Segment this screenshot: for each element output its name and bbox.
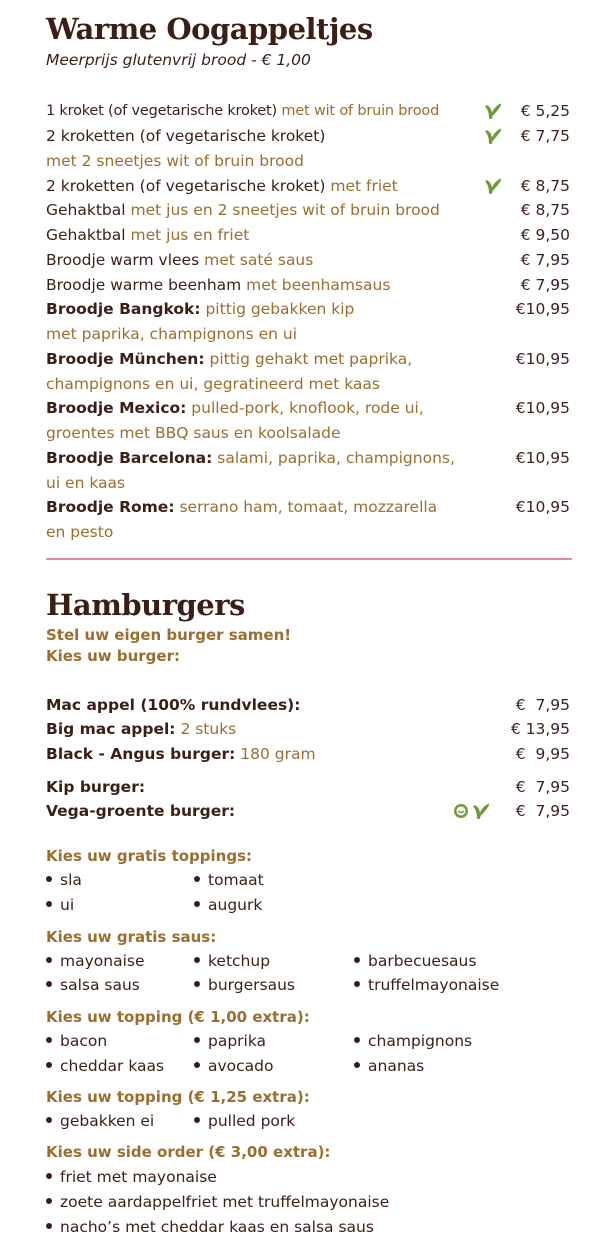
menu-item [46, 199, 570, 221]
burger-price: € 7,95 [515, 778, 570, 796]
list-item: gebakken ei [46, 1110, 154, 1132]
list-item: ui [46, 894, 74, 916]
bullet [46, 957, 52, 963]
item-desc: met saté saus [204, 251, 314, 269]
burger-name: Big mac appel: [46, 720, 176, 738]
item-name: Broodje warme beenham [46, 276, 242, 294]
bullet [46, 1037, 52, 1043]
leaf-icon [485, 103, 501, 119]
item-price: € 7,95 [520, 251, 570, 269]
item-price: €10,95 [515, 399, 570, 417]
item-name: Broodje Rome: [46, 498, 175, 516]
list-item: mayonaise [46, 950, 145, 972]
item-desc: serrano ham, tomaat, mozzarella [179, 498, 438, 516]
item-desc: salami, paprika, champignons, [217, 449, 455, 467]
burger-item [46, 800, 570, 822]
bullet [194, 1062, 200, 1068]
menu-item [46, 249, 570, 271]
burger-name: Kip burger: [46, 778, 146, 796]
item-desc: met jus en 2 sneetjes wit of bruin brood [130, 201, 440, 219]
free-toppings-label: Kies uw gratis toppings: [46, 847, 253, 865]
item-price: € 9,50 [520, 226, 570, 244]
item-desc: met jus en friet [130, 226, 250, 244]
vegan-icon [453, 803, 469, 819]
menu-item [46, 125, 570, 147]
menu-item [46, 397, 570, 419]
bullet [194, 1037, 200, 1043]
bullet [354, 957, 360, 963]
item-desc: met beenhamsaus [246, 276, 391, 294]
menu-item [46, 224, 570, 246]
item-desc-line2: met paprika, champignons en ui [46, 325, 298, 343]
section-title-warme-oogappeltjes: Warme Oogappeltjes [46, 12, 373, 46]
side-order-label: Kies uw side order (€ 3,00 extra): [46, 1143, 331, 1161]
item-desc-line2: met 2 sneetjes wit of bruin brood [46, 152, 304, 170]
item-name: Broodje Barcelona: [46, 449, 213, 467]
item-name: 1 kroket (of vegetarische kroket) [46, 103, 277, 119]
list-item: friet met mayonaise [46, 1166, 217, 1188]
item-name: Gehaktbal [46, 201, 126, 219]
list-item: salsa saus [46, 974, 140, 996]
bullet [46, 901, 52, 907]
bullet [46, 1223, 52, 1229]
list-item: augurk [194, 894, 262, 916]
list-item: barbecuesaus [354, 950, 476, 972]
list-item: tomaat [194, 869, 264, 891]
item-price: € 8,75 [520, 201, 570, 219]
list-item: champignons [354, 1030, 472, 1052]
leaf-icon [485, 128, 501, 144]
burger-item [46, 718, 570, 740]
item-desc-line2: champignons en ui, gegratineerd met kaas [46, 375, 380, 393]
bullet [46, 1173, 52, 1179]
bullet [194, 876, 200, 882]
menu-item [46, 348, 570, 370]
list-item: zoete aardappelfriet met truffelmayonaise [46, 1191, 389, 1213]
topping-125-label: Kies uw topping (€ 1,25 extra): [46, 1088, 310, 1106]
free-sauce-label: Kies uw gratis saus: [46, 928, 217, 946]
choose-burger-label: Kies uw burger: [46, 647, 180, 665]
menu-item [46, 298, 570, 320]
menu-item [46, 175, 570, 197]
section-divider [46, 558, 572, 560]
leaf-icon [485, 178, 501, 194]
item-name: Broodje München: [46, 350, 205, 368]
item-price: €10,95 [515, 449, 570, 467]
bullet [46, 876, 52, 882]
bullet [46, 1117, 52, 1123]
bullet [194, 981, 200, 987]
item-desc: met friet [330, 177, 398, 195]
section-subtitle: Meerprijs glutenvrij brood - € 1,00 [46, 51, 311, 69]
item-price: €10,95 [515, 498, 570, 516]
burger-name: Vega-groente burger: [46, 802, 236, 820]
item-name: Gehaktbal [46, 226, 126, 244]
bullet [46, 1198, 52, 1204]
list-item: ketchup [194, 950, 270, 972]
bullet [194, 1117, 200, 1123]
menu-item [46, 274, 570, 296]
bullet [354, 981, 360, 987]
burger-price: € 9,95 [515, 745, 570, 763]
burger-desc: 2 stuks [180, 720, 237, 738]
list-item: burgersaus [194, 974, 295, 996]
burger-name: Black - Angus burger: [46, 745, 236, 763]
bullet [354, 1037, 360, 1043]
leaf-icon [473, 803, 489, 819]
bullet [354, 1062, 360, 1068]
topping-100-label: Kies uw topping (€ 1,00 extra): [46, 1008, 310, 1026]
burger-name: Mac appel (100% rundvlees): [46, 696, 301, 714]
item-name: 2 kroketten (of vegetarische kroket) [46, 127, 326, 145]
list-item: avocado [194, 1055, 274, 1077]
item-price: € 5,25 [520, 102, 570, 120]
list-item: paprika [194, 1030, 266, 1052]
list-item: bacon [46, 1030, 107, 1052]
item-desc: met wit of bruin brood [281, 103, 440, 119]
list-item: nacho’s met cheddar kaas en salsa saus [46, 1216, 374, 1238]
burger-price: € 7,95 [515, 696, 570, 714]
item-price: €10,95 [515, 300, 570, 318]
bullet [46, 981, 52, 987]
list-item: truffelmayonaise [354, 974, 499, 996]
bullet [194, 957, 200, 963]
burger-price: € 13,95 [510, 720, 570, 738]
item-desc: pulled-pork, knoflook, rode ui, [191, 399, 424, 417]
section-title-hamburgers: Hamburgers [46, 588, 245, 622]
list-item: ananas [354, 1055, 424, 1077]
bullet [46, 1062, 52, 1068]
item-desc-line2: ui en kaas [46, 474, 126, 492]
menu-item [46, 100, 570, 122]
item-name: Broodje Bangkok: [46, 300, 201, 318]
item-name: Broodje warm vlees [46, 251, 200, 269]
item-desc-line2: groentes met BBQ saus en koolsalade [46, 424, 341, 442]
item-desc: pittig gehakt met paprika, [209, 350, 413, 368]
burger-item [46, 743, 570, 765]
menu-item [46, 496, 570, 518]
burger-price: € 7,95 [515, 802, 570, 820]
item-price: €10,95 [515, 350, 570, 368]
bullet [194, 901, 200, 907]
item-price: € 7,95 [520, 276, 570, 294]
list-item: cheddar kaas [46, 1055, 164, 1077]
menu-item [46, 447, 570, 469]
item-desc-line2: en pesto [46, 523, 114, 541]
item-price: € 7,75 [520, 127, 570, 145]
burger-desc: 180 gram [240, 745, 316, 763]
item-name: 2 kroketten (of vegetarische kroket) [46, 177, 326, 195]
list-item: sla [46, 869, 82, 891]
burger-item [46, 776, 570, 798]
burger-item [46, 694, 570, 716]
list-item: pulled pork [194, 1110, 295, 1132]
item-name: Broodje Mexico: [46, 399, 187, 417]
item-price: € 8,75 [520, 177, 570, 195]
item-desc: pittig gebakken kip [205, 300, 355, 318]
hamburgers-intro: Stel uw eigen burger samen! [46, 626, 292, 644]
